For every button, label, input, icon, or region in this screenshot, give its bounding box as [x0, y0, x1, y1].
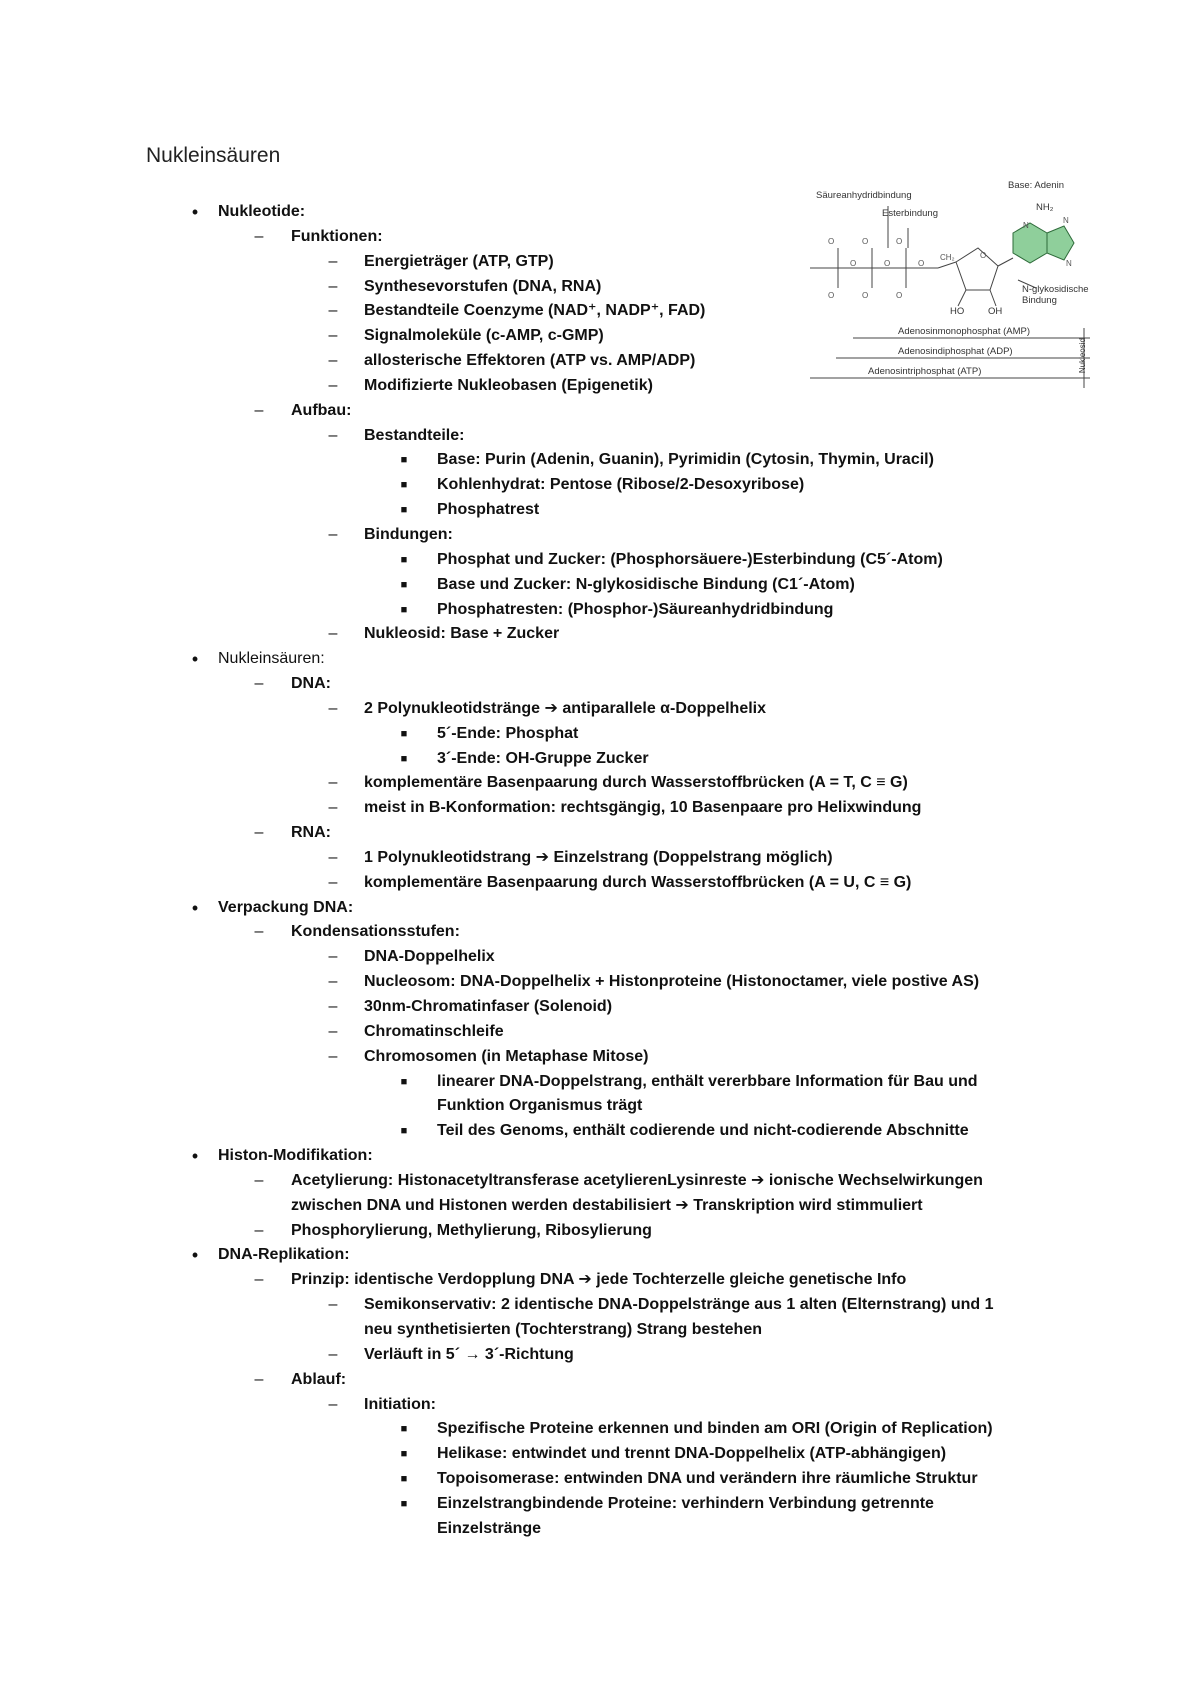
outline-item [0, 1070, 1200, 1095]
outline-item-text: Aufbau: [291, 401, 352, 419]
dash-bullet-icon: – [254, 923, 264, 941]
bullet-icon: • [191, 649, 199, 670]
atp-label: Adenosintriphosphat (ATP) [868, 366, 982, 377]
glycosidic-bond-label: N-glykosidische Bindung [1022, 284, 1089, 306]
outline-item [0, 1243, 1200, 1268]
dash-bullet-icon: – [328, 1296, 338, 1314]
svg-text:O: O [850, 259, 857, 268]
dash-bullet-icon: – [328, 302, 338, 320]
outline-item [0, 1467, 1200, 1492]
dash-bullet-icon: – [328, 525, 338, 543]
square-bullet-icon: ■ [400, 1423, 408, 1436]
dash-bullet-icon: – [254, 1171, 264, 1189]
outline-item [0, 1045, 1200, 1070]
svg-text:N: N [1063, 216, 1069, 225]
outline-item-text: Phosphatrest [437, 501, 540, 519]
svg-text:N: N [1023, 221, 1029, 230]
outline-item-text: Initiation: [364, 1395, 436, 1413]
outline-item-text: Teil des Genoms, enthält codierende und nicht-codierende Abschnitte [437, 1122, 969, 1140]
outline-item-text: DNA-Replikation: [218, 1246, 350, 1264]
square-bullet-icon: ■ [400, 1473, 408, 1486]
svg-text:O: O [896, 237, 903, 246]
outline-item-text: 30nm-Chromatinfaser (Solenoid) [364, 998, 613, 1015]
outline-item-text: Synthesevorstufen (DNA, RNA) [364, 277, 602, 295]
dash-bullet-icon: – [254, 1271, 264, 1289]
outline-item [0, 1417, 1200, 1442]
outline-item-text: Signalmoleküle (c-AMP, c-GMP) [364, 327, 604, 345]
outline-item [0, 1020, 1200, 1045]
outline-item [0, 1442, 1200, 1467]
svg-text:N: N [1066, 259, 1072, 268]
dash-bullet-icon: – [328, 848, 338, 866]
square-bullet-icon: ■ [400, 1497, 408, 1510]
outline-item-text: Prinzip: identische Verdopplung DNA ➔ jede Tochterzelle gleiche genetische Info [291, 1271, 907, 1289]
outline-item-text: zwischen DNA und Histonen werden destabilisiert ➔ Transkription wird stimmuliert [291, 1196, 923, 1214]
outline-item-text: Kondensationsstufen: [291, 923, 460, 941]
outline-item [0, 647, 1200, 672]
outline-list [0, 200, 1200, 1542]
outline-item-text: Base und Zucker: N-glykosidische Bindung (C1´-Atom) [437, 575, 855, 593]
outline-item-text: Chromatinschleife [364, 1022, 504, 1040]
dash-bullet-icon: – [328, 873, 338, 891]
dash-bullet-icon: – [328, 948, 338, 966]
outline-item [0, 1318, 1200, 1343]
page-title: Nukleinsäuren [146, 144, 281, 167]
svg-text:O: O [980, 251, 987, 260]
square-bullet-icon: ■ [400, 553, 408, 566]
outline-item-text: allosterische Effektoren (ATP vs. AMP/ADP) [364, 352, 696, 370]
square-bullet-icon: ■ [400, 504, 408, 517]
outline-item [0, 871, 1200, 896]
nucleotide-structure-figure [808, 180, 1090, 398]
bullet-icon: • [191, 1146, 199, 1167]
outline-item [0, 1368, 1200, 1393]
square-bullet-icon: ■ [400, 603, 408, 616]
outline-item [0, 1492, 1200, 1517]
dash-bullet-icon: – [254, 227, 264, 245]
outline-item-text: Base: Purin (Adenin, Guanin), Pyrimidin (Cytosin, Thymin, Uracil) [437, 451, 934, 469]
outline-item-text: Chromosomen (in Metaphase Mitose) [364, 1047, 649, 1065]
outline-item-text: Bestandteile: [364, 426, 465, 444]
outline-item-text: Nukleinsäuren: [218, 650, 325, 668]
outline-item [0, 399, 1200, 424]
outline-item-text: 5´-Ende: Phosphat [437, 724, 579, 742]
outline-item [0, 1094, 1200, 1119]
outline-item [0, 573, 1200, 598]
svg-text:O: O [918, 259, 925, 268]
svg-text:O: O [828, 291, 835, 300]
square-bullet-icon: ■ [400, 454, 408, 467]
dash-bullet-icon: – [328, 1345, 338, 1363]
outline-item [0, 796, 1200, 821]
outline-item-text: Ablauf: [291, 1370, 347, 1388]
outline-item-text: 2 Polynukleotidstränge ➔ antiparallele α-Doppelhelix [364, 699, 766, 717]
square-bullet-icon: ■ [400, 479, 408, 492]
dash-bullet-icon: – [328, 799, 338, 817]
outline-item-text: meist in B-Konformation: rechtsgängig, 10 Basenpaare pro Helixwindung [364, 799, 922, 817]
outline-item-text: linearer DNA-Doppelstrang, enthält vererbbare Information für Bau und [437, 1072, 978, 1090]
outline-item [0, 598, 1200, 623]
bullet-icon: • [191, 202, 199, 222]
outline-item [0, 1293, 1200, 1318]
outline-item-text: Spezifische Proteine erkennen und binden am ORI (Origin of Replication) [437, 1420, 993, 1438]
outline-item-text: Semikonservativ: 2 identische DNA-Doppelstränge aus 1 alten (Elternstrang) und 1 [364, 1296, 994, 1314]
square-bullet-icon: ■ [400, 727, 408, 740]
outline-item [0, 1343, 1200, 1368]
outline-item-text: 1 Polynukleotidstrang ➔ Einzelstrang (Doppelstrang möglich) [364, 848, 833, 866]
square-bullet-icon: ■ [400, 1075, 408, 1088]
outline-item [0, 970, 1200, 995]
nh2-label: NH₂ [1036, 202, 1054, 213]
outline-item-text: Kohlenhydrat: Pentose (Ribose/2-Desoxyribose) [437, 476, 805, 494]
dash-bullet-icon: – [328, 277, 338, 295]
outline-item [0, 722, 1200, 747]
square-bullet-icon: ■ [400, 578, 408, 591]
outline-item [0, 821, 1200, 846]
outline-item-text: Energieträger (ATP, GTP) [364, 252, 554, 270]
dash-bullet-icon: – [254, 1370, 264, 1388]
dash-bullet-icon: – [254, 675, 264, 693]
outline-item-text: Bestandteile Coenzyme (NAD⁺, NADP⁺, FAD) [364, 302, 706, 320]
outline-item [0, 920, 1200, 945]
dash-bullet-icon: – [254, 401, 264, 419]
outline-item [0, 622, 1200, 647]
outline-item [0, 896, 1200, 921]
square-bullet-icon: ■ [400, 1448, 408, 1461]
bullet-icon: • [191, 897, 199, 918]
outline-item [0, 448, 1200, 473]
outline-item-text: Acetylierung: Histonacetyltransferase acetylierenLysinreste ➔ ionische Wechselwirkungen [291, 1171, 983, 1189]
outline-item-text: komplementäre Basenpaarung durch Wasserstoffbrücken (A = T, C ≡ G) [364, 774, 908, 792]
outline-item-text: Einzelstränge [437, 1519, 542, 1537]
ho-label: HO [950, 306, 965, 317]
outline-item-text: DNA-Doppelhelix [364, 948, 495, 966]
outline-item [0, 1517, 1200, 1542]
nukleosid-label: Nukleosid [1078, 338, 1087, 374]
dash-bullet-icon: – [328, 998, 338, 1015]
dash-bullet-icon: – [328, 352, 338, 370]
bullet-icon: • [191, 1245, 199, 1266]
outline-item [0, 473, 1200, 498]
dash-bullet-icon: – [328, 774, 338, 792]
outline-item [0, 771, 1200, 796]
svg-text:O: O [896, 291, 903, 300]
svg-text:O: O [884, 259, 891, 268]
dash-bullet-icon: – [328, 973, 338, 991]
dash-bullet-icon: – [328, 625, 338, 643]
outline-item [0, 498, 1200, 523]
adp-label: Adenosindiphosphat (ADP) [898, 346, 1013, 357]
outline-item [0, 424, 1200, 449]
square-bullet-icon: ■ [400, 752, 408, 765]
outline-item [0, 1219, 1200, 1244]
dash-bullet-icon: – [254, 824, 264, 842]
anhydride-bond-label: Säureanhydridbindung [816, 190, 912, 201]
outline-item [0, 945, 1200, 970]
outline-item [0, 995, 1200, 1020]
svg-text:O: O [862, 237, 869, 246]
dash-bullet-icon: – [328, 327, 338, 345]
outline-item-text: Nucleosom: DNA-Doppelhelix + Histonproteine (Histonoctamer, viele postive AS) [364, 973, 980, 991]
outline-item-text: Phosphatresten: (Phosphor-)Säureanhydridbindung [437, 600, 834, 618]
outline-item-text: RNA: [291, 824, 331, 842]
outline-item [0, 1393, 1200, 1418]
outline-item-text: Phosphorylierung, Methylierung, Ribosylierung [291, 1221, 652, 1239]
outline-item-text: Verpackung DNA: [218, 898, 354, 916]
outline-item [0, 672, 1200, 697]
outline-item-text: Modifizierte Nukleobasen (Epigenetik) [364, 376, 653, 394]
outline-item-text: Nukleotide: [218, 203, 306, 220]
ester-bond-label: Esterbindung [882, 208, 938, 219]
outline-item [0, 697, 1200, 722]
outline-item-text: Verläuft in 5´ → 3´-Richtung [364, 1345, 574, 1363]
oh-label: OH [988, 306, 1003, 317]
outline-item [0, 1119, 1200, 1144]
dash-bullet-icon: – [328, 1047, 338, 1065]
dash-bullet-icon: – [328, 376, 338, 394]
outline-item [0, 1169, 1200, 1194]
outline-item-text: DNA: [291, 675, 331, 693]
dash-bullet-icon: – [328, 1022, 338, 1040]
dash-bullet-icon: – [328, 252, 338, 270]
outline-item [0, 1268, 1200, 1293]
outline-item-text: Histon-Modifikation: [218, 1147, 373, 1165]
outline-item-text: Funktionen: [291, 227, 383, 245]
outline-item-text: Nukleosid: Base + Zucker [364, 625, 560, 643]
outline-item [0, 548, 1200, 573]
outline-item-text: Helikase: entwindet und trennt DNA-Doppelhelix (ATP-abhängigen) [437, 1445, 947, 1463]
square-bullet-icon: ■ [400, 1125, 408, 1138]
outline-item [0, 846, 1200, 871]
svg-text:O: O [828, 237, 835, 246]
outline-item-text: komplementäre Basenpaarung durch Wasserstoffbrücken (A = U, C ≡ G) [364, 873, 912, 891]
outline-item-text: 3´-Ende: OH-Gruppe Zucker [437, 749, 649, 767]
dash-bullet-icon: – [328, 1395, 338, 1413]
base-adenin-label: Base: Adenin [1008, 180, 1064, 191]
outline-item-text: Einzelstrangbindende Proteine: verhindern Verbindung getrennte [437, 1494, 934, 1512]
dash-bullet-icon: – [328, 699, 338, 717]
outline-item-text: Bindungen: [364, 525, 453, 543]
amp-label: Adenosinmonophosphat (AMP) [898, 326, 1031, 337]
outline-item-text: Phosphat und Zucker: (Phosphorsäuere-)Esterbindung (C5´-Atom) [437, 550, 943, 568]
svg-text:O: O [862, 291, 869, 300]
outline-item [0, 523, 1200, 548]
outline-item [0, 1194, 1200, 1219]
outline-item [0, 1144, 1200, 1169]
outline-item-text: Funktion Organismus trägt [437, 1097, 643, 1115]
outline-item-text: Topoisomerase: entwinden DNA und verändern ihre räumliche Struktur [437, 1470, 978, 1488]
outline-item [0, 747, 1200, 772]
dash-bullet-icon: – [254, 1221, 264, 1239]
outline-item-text: neu synthetisierten (Tochterstrang) Strang bestehen [364, 1320, 762, 1338]
dash-bullet-icon: – [328, 426, 338, 444]
svg-text:CH₂: CH₂ [940, 253, 955, 262]
